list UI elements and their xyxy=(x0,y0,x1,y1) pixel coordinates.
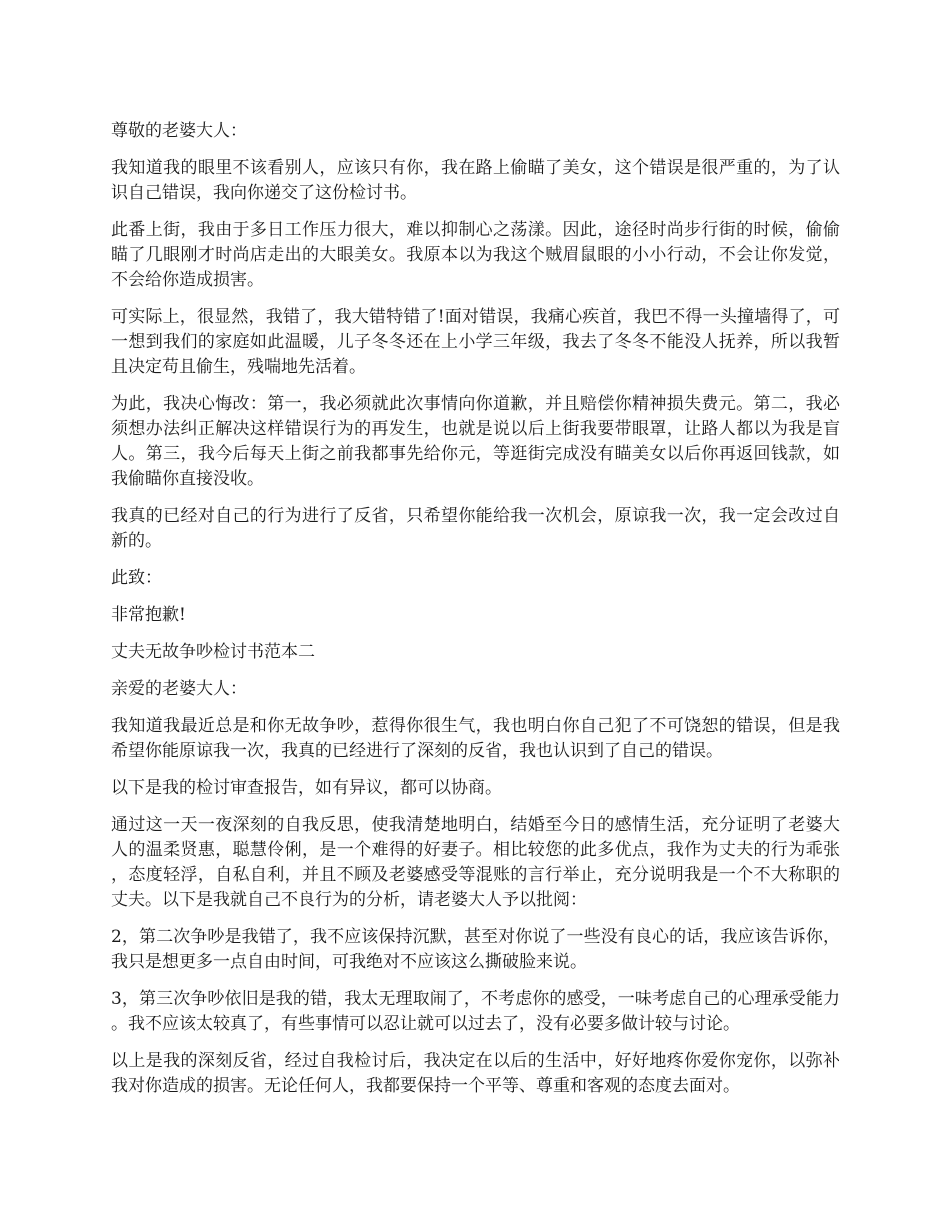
closing-line: 非常抱歉! xyxy=(111,605,186,625)
body-paragraph: 我真的已经对自己的行为进行了反省，只希望你能给我一次机会，原谅我一次，我一定会改过自新的。 xyxy=(111,506,840,551)
body-paragraph: 2，第二次争吵是我错了，我不应该保持沉默，甚至对你说了一些没有良心的话，我应该告诉你，我只是想更多一点自由时间，可我绝对不应该这么撕破脸来说。 xyxy=(111,927,840,972)
salutation-2: 亲爱的老婆大人： xyxy=(111,679,247,699)
section-title: 丈夫无故争吵检讨书范本二 xyxy=(111,642,315,662)
body-paragraph: 此番上街，我由于多日工作压力很大，难以抑制心之荡漾。因此，途径时尚步行街的时候，偷偷瞄了几眼刚才时尚店走出的大眼美女。我原本以为我这个贼眉鼠眼的小小行动，不会让你发觉，不会给你造成损害。 xyxy=(111,220,840,290)
body-paragraph: 可实际上，很显然，我错了，我大错特错了!面对错误，我痛心疾首，我巴不得一头撞墙得了，可一想到我们的家庭如此温暖，儿子冬冬还在上小学三年级，我去了冬冬不能没人抚养，所以我暂且决定苟且偷生，残喘地先活着。 xyxy=(111,307,840,377)
body-paragraph: 通过这一天一夜深刻的自我反思，使我清楚地明白，结婚至今日的感情生活，充分证明了老婆大人的温柔贤惠，聪慧伶俐，是一个难得的好妻子。相比较您的此多优点，我作为丈夫的行为乖张，态度轻浮，自私自利，并且不顾及老婆感受等混账的言行举止，充分说明我是一个不大称职的丈夫。以下是我就自己不良行为的分析，请老婆大人予以批阅： xyxy=(111,815,840,910)
body-paragraph: 3，第三次争吵依旧是我的错，我太无理取闹了，不考虑你的感受，一味考虑自己的心理承受能力。我不应该太较真了，有些事情可以忍让就可以过去了，没有必要多做计较与讨论。 xyxy=(111,989,840,1034)
body-paragraph: 为此，我决心悔改：第一，我必须就此次事情向你道歉，并且赔偿你精神损失费元。第二，我必须想办法纠正解决这样错误行为的再发生，也就是说以后上街我要带眼罩，让路人都以为我是盲人。第三，我今后每天上街之前我都事先给你元，等逛街完成没有瞄美女以后你再返回钱款，如我偷瞄你直接没收。 xyxy=(111,394,840,489)
closing-line: 此致： xyxy=(111,568,162,588)
body-paragraph: 我知道我最近总是和你无故争吵，惹得你很生气，我也明白你自己犯了不可饶恕的错误，但是我希望你能原谅我一次，我真的已经进行了深刻的反省，我也认识到了自己的错误。 xyxy=(111,716,840,761)
body-paragraph: 以下是我的检讨审查报告，如有异议，都可以协商。 xyxy=(111,778,502,798)
salutation-1: 尊敬的老婆大人： xyxy=(111,121,247,141)
body-paragraph: 我知道我的眼里不该看别人，应该只有你，我在路上偷瞄了美女，这个错误是很严重的，为了认识自己错误，我向你递交了这份检讨书。 xyxy=(111,158,840,203)
body-paragraph: 以上是我的深刻反省，经过自我检讨后，我决定在以后的生活中，好好地疼你爱你宠你，以弥补我对你造成的损害。无论任何人，我都要保持一个平等、尊重和客观的态度去面对。 xyxy=(111,1051,840,1096)
